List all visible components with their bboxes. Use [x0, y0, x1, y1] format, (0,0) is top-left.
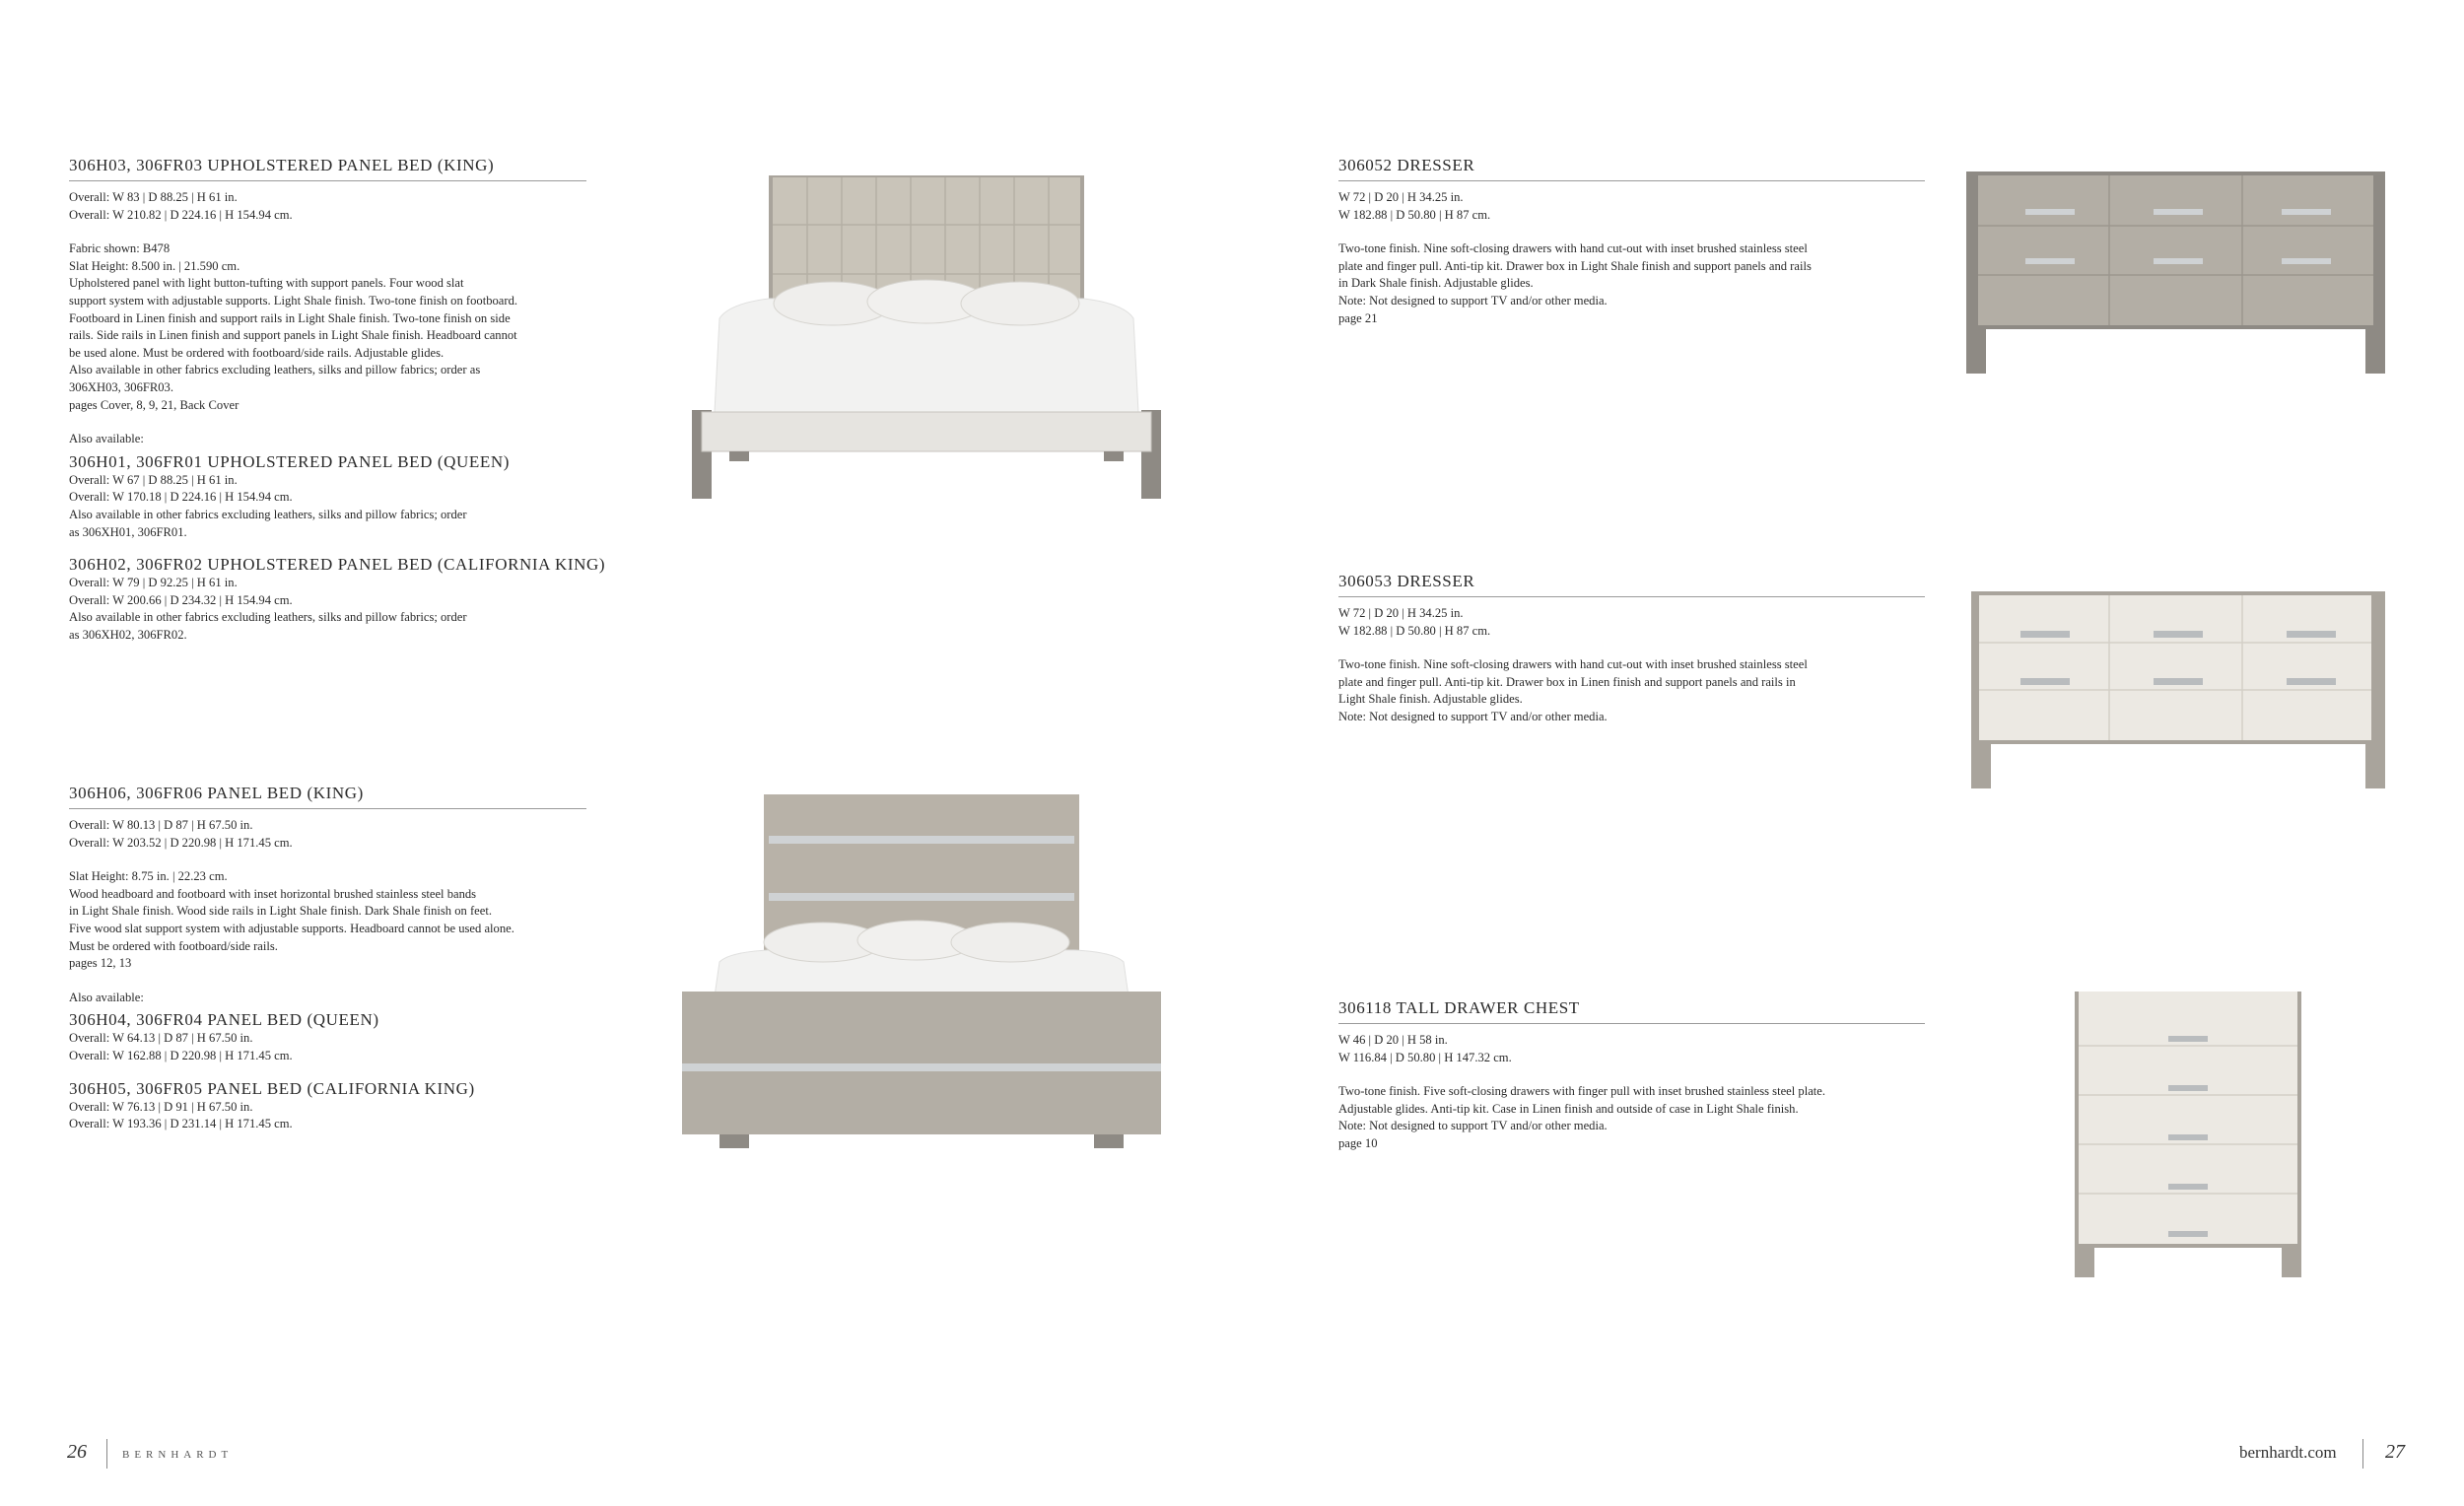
dimension-line: Overall: W 210.82 | D 224.16 | H 154.94 cm. [69, 207, 293, 222]
product-title: 306H03, 306FR03 UPHOLSTERED PANEL BED (KING) [69, 156, 586, 181]
description-line: Two-tone finish. Nine soft-closing drawers with hand cut-out with inset brushed stainless steel [1338, 241, 1808, 256]
product-title: 306053 DRESSER [1338, 572, 1925, 597]
description-line: Footboard in Linen finish and support rails in Light Shale finish. Two-tone finish on side [69, 310, 511, 325]
description-line: Two-tone finish. Five soft-closing drawers with finger pull with inset brushed stainless steel plate. [1338, 1084, 1826, 1099]
footer-divider [2362, 1439, 2363, 1469]
page-reference: page 21 [1338, 310, 1378, 325]
description-line: support system with adjustable supports. Light Shale finish. Two-tone finish on footboard. [69, 293, 518, 308]
dimension-line: Overall: W 170.18 | D 224.16 | H 154.94 cm. [69, 490, 293, 505]
variant-title: 306H05, 306FR05 PANEL BED (CALIFORNIA KING) [69, 1078, 475, 1098]
description-line: Also available in other fabrics excluding leathers, silks and pillow fabrics; order [69, 610, 467, 625]
dimension-line: Overall: W 76.13 | D 91 | H 67.50 in. [69, 1099, 253, 1114]
description-line: in Dark Shale finish. Adjustable glides. [1338, 276, 1534, 291]
dimension-line: Overall: W 79 | D 92.25 | H 61 in. [69, 576, 238, 590]
dimension-line: Overall: W 193.36 | D 231.14 | H 171.45 cm. [69, 1117, 293, 1131]
also-available-label: Also available: [69, 432, 144, 446]
description-line: Note: Not designed to support TV and/or other media. [1338, 1119, 1608, 1133]
description-line: rails. Side rails in Linen finish and support panels in Light Shale finish. Headboard cannot [69, 328, 517, 343]
product-title: 306052 DRESSER [1338, 156, 1925, 181]
description-line: Note: Not designed to support TV and/or other media. [1338, 293, 1608, 308]
also-available-label: Also available: [69, 990, 144, 1004]
description-line: Slat Height: 8.500 in. | 21.590 cm. [69, 258, 240, 273]
description-line: Five wood slat support system with adjustable supports. Headboard cannot be used alone. [69, 921, 514, 935]
description-line: Must be ordered with footboard/side rails. [69, 938, 278, 953]
right-page-number: 27 [2385, 1441, 2405, 1463]
dresser-306052-image [1966, 171, 2385, 374]
footer-divider [106, 1439, 107, 1469]
dimension-line: Overall: W 67 | D 88.25 | H 61 in. [69, 472, 238, 487]
description-line: Upholstered panel with light button-tufting with support panels. Four wood slat [69, 276, 464, 291]
dimension-line: Overall: W 80.13 | D 87 | H 67.50 in. [69, 818, 253, 832]
description-line: Slat Height: 8.75 in. | 22.23 cm. [69, 869, 228, 884]
description-line: Note: Not designed to support TV and/or other media. [1338, 709, 1608, 723]
description-line: Also available in other fabrics excluding leathers, silks and pillow fabrics; order [69, 507, 467, 521]
product-dresser-306053 [1338, 572, 1925, 726]
dimension-line: Overall: W 64.13 | D 87 | H 67.50 in. [69, 1031, 253, 1046]
description-line: Light Shale finish. Adjustable glides. [1338, 692, 1523, 707]
dimension-line: Overall: W 83 | D 88.25 | H 61 in. [69, 190, 238, 204]
description-line: be used alone. Must be ordered with footboard/side rails. Adjustable glides. [69, 345, 445, 360]
dimension-line: W 72 | D 20 | H 34.25 in. [1338, 606, 1464, 620]
left-page-number: 26 [67, 1441, 87, 1463]
product-tall-drawer-chest [1338, 998, 1925, 1153]
description-line: Adjustable glides. Anti-tip kit. Case in Linen finish and outside of case in Light Shale finish. [1338, 1101, 1799, 1116]
description-line: as 306XH02, 306FR02. [69, 627, 187, 642]
variant-title: 306H04, 306FR04 PANEL BED (QUEEN) [69, 1010, 379, 1030]
description-line: Fabric shown: B478 [69, 241, 171, 256]
product-title: 306118 TALL DRAWER CHEST [1338, 998, 1925, 1024]
description-line: in Light Shale finish. Wood side rails in Light Shale finish. Dark Shale finish on feet. [69, 904, 492, 919]
product-dresser-306052 [1338, 156, 1925, 327]
description-line: plate and finger pull. Anti-tip kit. Drawer box in Linen finish and support panels and rails in [1338, 674, 1796, 689]
product-title: 306H06, 306FR06 PANEL BED (KING) [69, 784, 586, 809]
dresser-306053-image [1971, 591, 2385, 788]
dimension-line: W 182.88 | D 50.80 | H 87 cm. [1338, 623, 1491, 638]
dimension-line: W 46 | D 20 | H 58 in. [1338, 1033, 1448, 1047]
brand-wordmark: BERNHARDT [122, 1449, 234, 1461]
dimension-line: W 116.84 | D 50.80 | H 147.32 cm. [1338, 1050, 1512, 1064]
description-line: as 306XH01, 306FR01. [69, 524, 187, 539]
description-line: plate and finger pull. Anti-tip kit. Drawer box in Light Shale finish and support panels and rails [1338, 258, 1812, 273]
dimension-line: W 72 | D 20 | H 34.25 in. [1338, 190, 1464, 204]
description-line: Also available in other fabrics excluding leathers, silks and pillow fabrics; order as [69, 363, 481, 377]
panel-bed-image [680, 794, 1163, 1149]
variant-title: 306H02, 306FR02 UPHOLSTERED PANEL BED (CALIFORNIA KING) [69, 555, 606, 575]
upholstered-bed-image [690, 175, 1163, 501]
description-line: 306XH03, 306FR03. [69, 379, 174, 394]
description-line: Wood headboard and footboard with inset horizontal brushed stainless steel bands [69, 886, 477, 901]
product-upholstered-panel-bed [69, 156, 606, 644]
product-panel-bed [69, 784, 586, 1133]
website-link[interactable]: bernhardt.com [2239, 1443, 2337, 1462]
page-reference: page 10 [1338, 1135, 1378, 1150]
page-reference: pages 12, 13 [69, 956, 132, 971]
page-reference: pages Cover, 8, 9, 21, Back Cover [69, 397, 240, 412]
tall-drawer-chest-image [2075, 992, 2301, 1277]
dimension-line: Overall: W 200.66 | D 234.32 | H 154.94 cm. [69, 592, 293, 607]
description-line: Two-tone finish. Nine soft-closing drawers with hand cut-out with inset brushed stainless steel [1338, 657, 1808, 672]
variant-title: 306H01, 306FR01 UPHOLSTERED PANEL BED (QUEEN) [69, 451, 510, 471]
dimension-line: W 182.88 | D 50.80 | H 87 cm. [1338, 207, 1491, 222]
dimension-line: Overall: W 162.88 | D 220.98 | H 171.45 cm. [69, 1048, 293, 1062]
dimension-line: Overall: W 203.52 | D 220.98 | H 171.45 cm. [69, 835, 293, 850]
